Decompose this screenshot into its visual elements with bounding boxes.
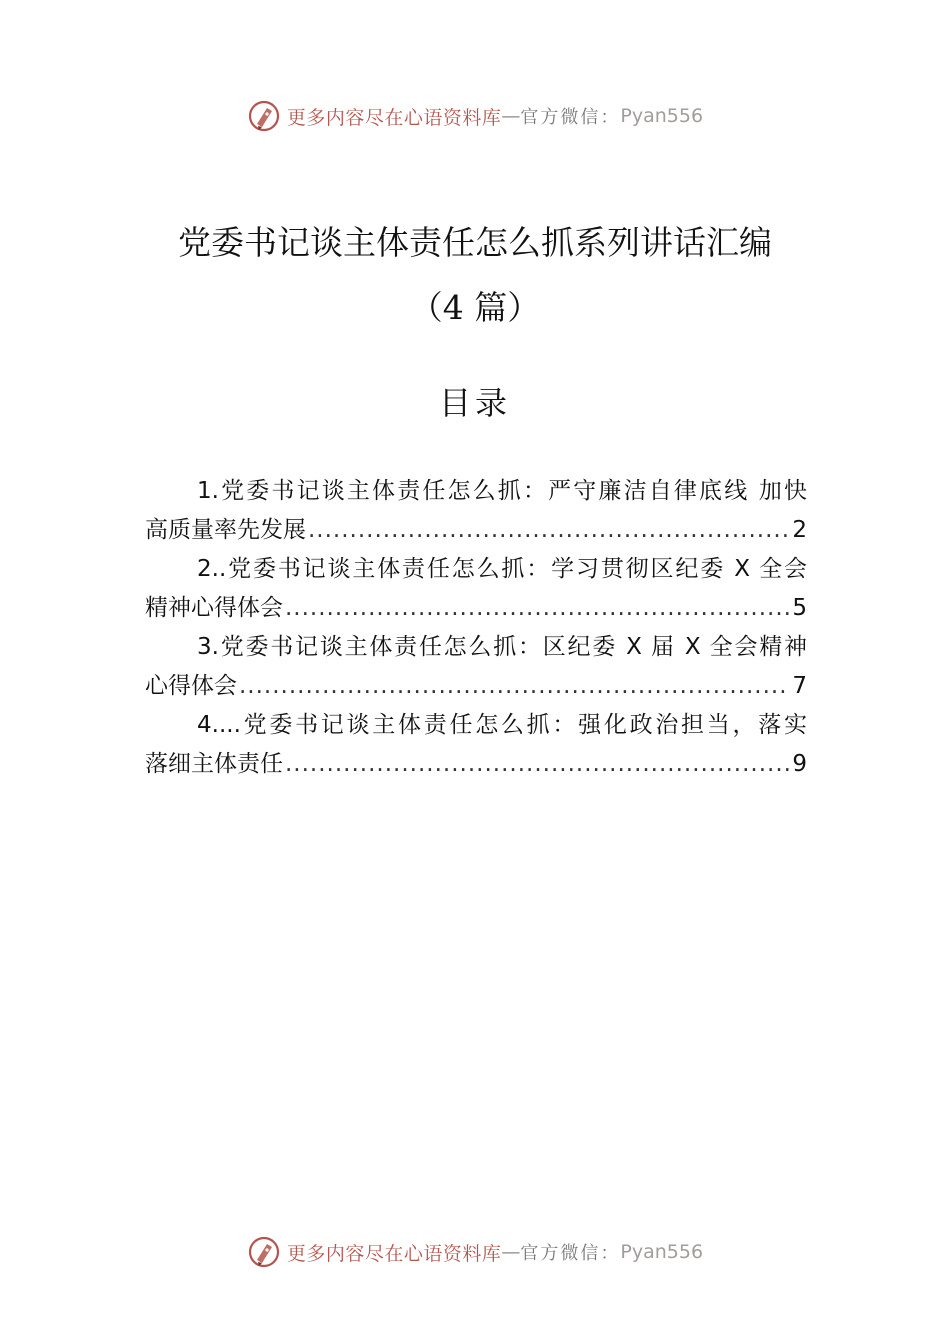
document-subtitle: （4 篇）	[409, 288, 541, 327]
toc-heading: 目录	[438, 384, 511, 422]
toc-dot-leader	[308, 511, 790, 550]
toc-entry-3[interactable]	[145, 628, 807, 706]
pen-nib-logo-icon	[247, 99, 281, 133]
banner-wechat-label: 官方微信：	[520, 107, 621, 128]
toc-entry-title: 3.党委书记谈主体责任怎么抓：区纪委 X 届 X 全会精神	[197, 634, 807, 660]
toc-entry-title: 2..党委书记谈主体责任怎么抓：学习贯彻区纪委 X 全会	[197, 556, 807, 582]
toc-entry-continuation	[145, 589, 807, 628]
banner-site-text: 更多内容尽在心语资料库	[286, 1242, 502, 1265]
toc-entry-4[interactable]	[145, 706, 807, 784]
toc-page-number: 7	[792, 673, 807, 699]
toc-entry-title-end: 高质量率先发展	[145, 517, 306, 543]
toc-entry-2[interactable]	[145, 550, 807, 628]
header-banner	[0, 96, 950, 136]
banner-wechat-label: 官方微信：	[520, 1243, 621, 1264]
toc-page-number: 2	[792, 517, 807, 543]
banner-dash: —	[501, 1241, 521, 1263]
document-title: 党委书记谈主体责任怎么抓系列讲话汇编	[178, 223, 772, 262]
banner-site-text: 更多内容尽在心语资料库	[286, 106, 502, 129]
banner-dash: —	[501, 105, 521, 127]
toc-entry-title-end: 心得体会	[145, 673, 237, 699]
toc-entry-title: 1.党委书记谈主体责任怎么抓：严守廉洁自律底线 加快	[197, 478, 807, 504]
toc-dot-leader	[239, 667, 790, 706]
footer-banner	[0, 1232, 950, 1272]
toc-dot-leader	[285, 589, 790, 628]
toc-entry-continuation	[145, 745, 807, 784]
toc-entry-1[interactable]	[145, 472, 807, 550]
toc-page-number: 5	[792, 595, 807, 621]
toc-entry-title-end: 落细主体责任	[145, 751, 283, 777]
toc-entry-continuation	[145, 667, 807, 706]
table-of-contents	[145, 472, 807, 784]
pen-nib-logo-icon	[247, 1235, 281, 1269]
toc-entry-title: 4....党委书记谈主体责任怎么抓：强化政治担当，落实	[197, 712, 807, 738]
toc-entry-title-end: 精神心得体会	[145, 595, 283, 621]
banner-wechat-id: Pyan556	[620, 1241, 704, 1263]
toc-page-number: 9	[792, 751, 807, 777]
toc-entry-continuation	[145, 511, 807, 550]
toc-dot-leader	[285, 745, 790, 784]
banner-wechat-id: Pyan556	[620, 105, 704, 127]
